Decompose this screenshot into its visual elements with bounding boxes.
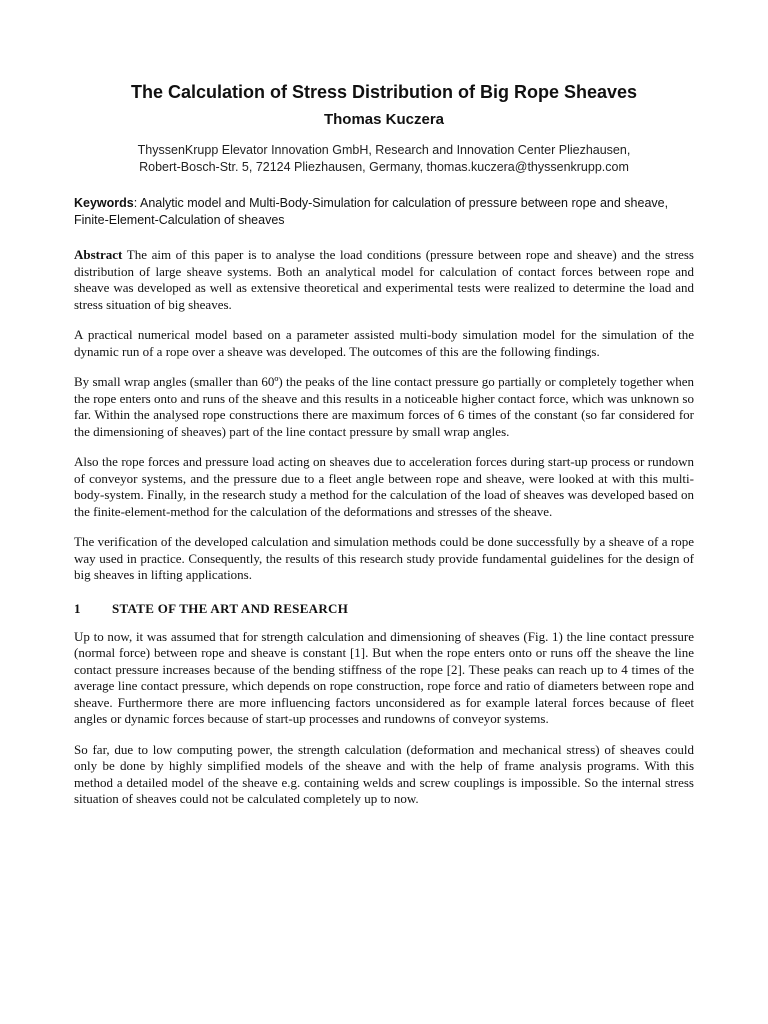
section-paragraph-line-contact: Up to now, it was assumed that for strength calculation and dimensioning of sheaves (Fig. 1) the line contact pressure (normal force) between rope and sheave is constant [1]. But when the rope enters onto or runs off the sheave the line contact pressure increases because of the bending stiffness of the rope [2]. These peaks can reach up to 4 times of the average line contact pressure, which depends on rope construction, rope force and ratio of diameters between rope and sheave. Furthermore there are more influencing factors unconsidered as for example lateral forces because of fleet angles or dynamic forces because of start-up processes and rundowns of conveyor systems. xyxy=(74,628,694,726)
paragraph-numerical-model: A practical numerical model based on a parameter assisted multi-body simulation model for the simulation of the dynamic run of a rope over a sheave was developed. The outcomes of this are the following findings. xyxy=(74,327,694,359)
abstract xyxy=(74,247,694,313)
section-number: 1 xyxy=(74,600,81,616)
abstract-text: The aim of this paper is to analyse the load conditions (pressure between rope and sheave) and the stress distribution of large sheave systems. Both an analytical model for calculation of contact forces between rope and sheave was developed as well as extensive theoretical and experimental tests were realized to determine the load and stress situation of big sheaves. xyxy=(74,247,694,312)
author-name: Thomas Kuczera xyxy=(323,111,445,128)
affiliation xyxy=(74,142,694,176)
paper-page xyxy=(74,80,694,808)
section-paragraph-computing-power: So far, due to low computing power, the strength calculation (deformation and mechanical stress) of sheaves could only be done by highly simplified models of the sheave and with the help of frame analysis programs. With this method a detailed model of the sheave e.g. containing welds and screw couplings is impossible. So the internal stress situation of sheaves could not be calculated completely up to now. xyxy=(74,741,694,806)
paragraph-rope-forces: Also the rope forces and pressure load acting on sheaves due to acceleration forces during start-up process or rundown of conveyor systems, and the pressure due to a fleet angle between rope and sheave, were looked at with this multi-body-system. Finally, in the research study a method for the calculation of the load of sheaves was developed based on the finite-element-method for the calculation of the deformations and stresses of the sheave. xyxy=(74,454,694,519)
affiliation-line-2: Robert-Bosch-Str. 5, 72124 Pliezhausen, Germany, thomas.kuczera@thyssenkrupp.com xyxy=(139,160,629,174)
keywords-text: : Analytic model and Multi-Body-Simulation for calculation of pressure between rope and sheave, Finite-Element-Calculation of sheaves xyxy=(74,196,669,227)
paragraph-verification: The verification of the developed calculation and simulation methods could be done successfully by a sheave of a rope way used in practice. Consequently, the results of this research study provide fundamental guidelines for the design of big sheaves in lifting applications. xyxy=(74,534,694,582)
paragraph-wrap-angles: By small wrap angles (smaller than 60º) the peaks of the line contact pressure go partially or completely together when the rope enters onto and runs of the sheave and this results in a noticeable higher contact force, which was unknown so far. Within the analysed rope constructions there are maximum forces of 6 times of the constant (so far considered for the dimensioning of sheaves) part of the line contact pressure by small wrap angles. xyxy=(74,374,694,439)
affiliation-line-1: ThyssenKrupp Elevator Innovation GmbH, Research and Innovation Center Pliezhausen, xyxy=(137,143,631,157)
abstract-label: Abstract xyxy=(74,247,123,262)
keywords-label: Keywords xyxy=(74,196,134,210)
keywords xyxy=(74,195,694,229)
section-title: STATE OF THE ART AND RESEARCH xyxy=(112,600,349,616)
section-heading xyxy=(74,601,694,617)
paper-title: The Calculation of Stress Distribution of Big Rope Sheaves xyxy=(130,82,638,102)
